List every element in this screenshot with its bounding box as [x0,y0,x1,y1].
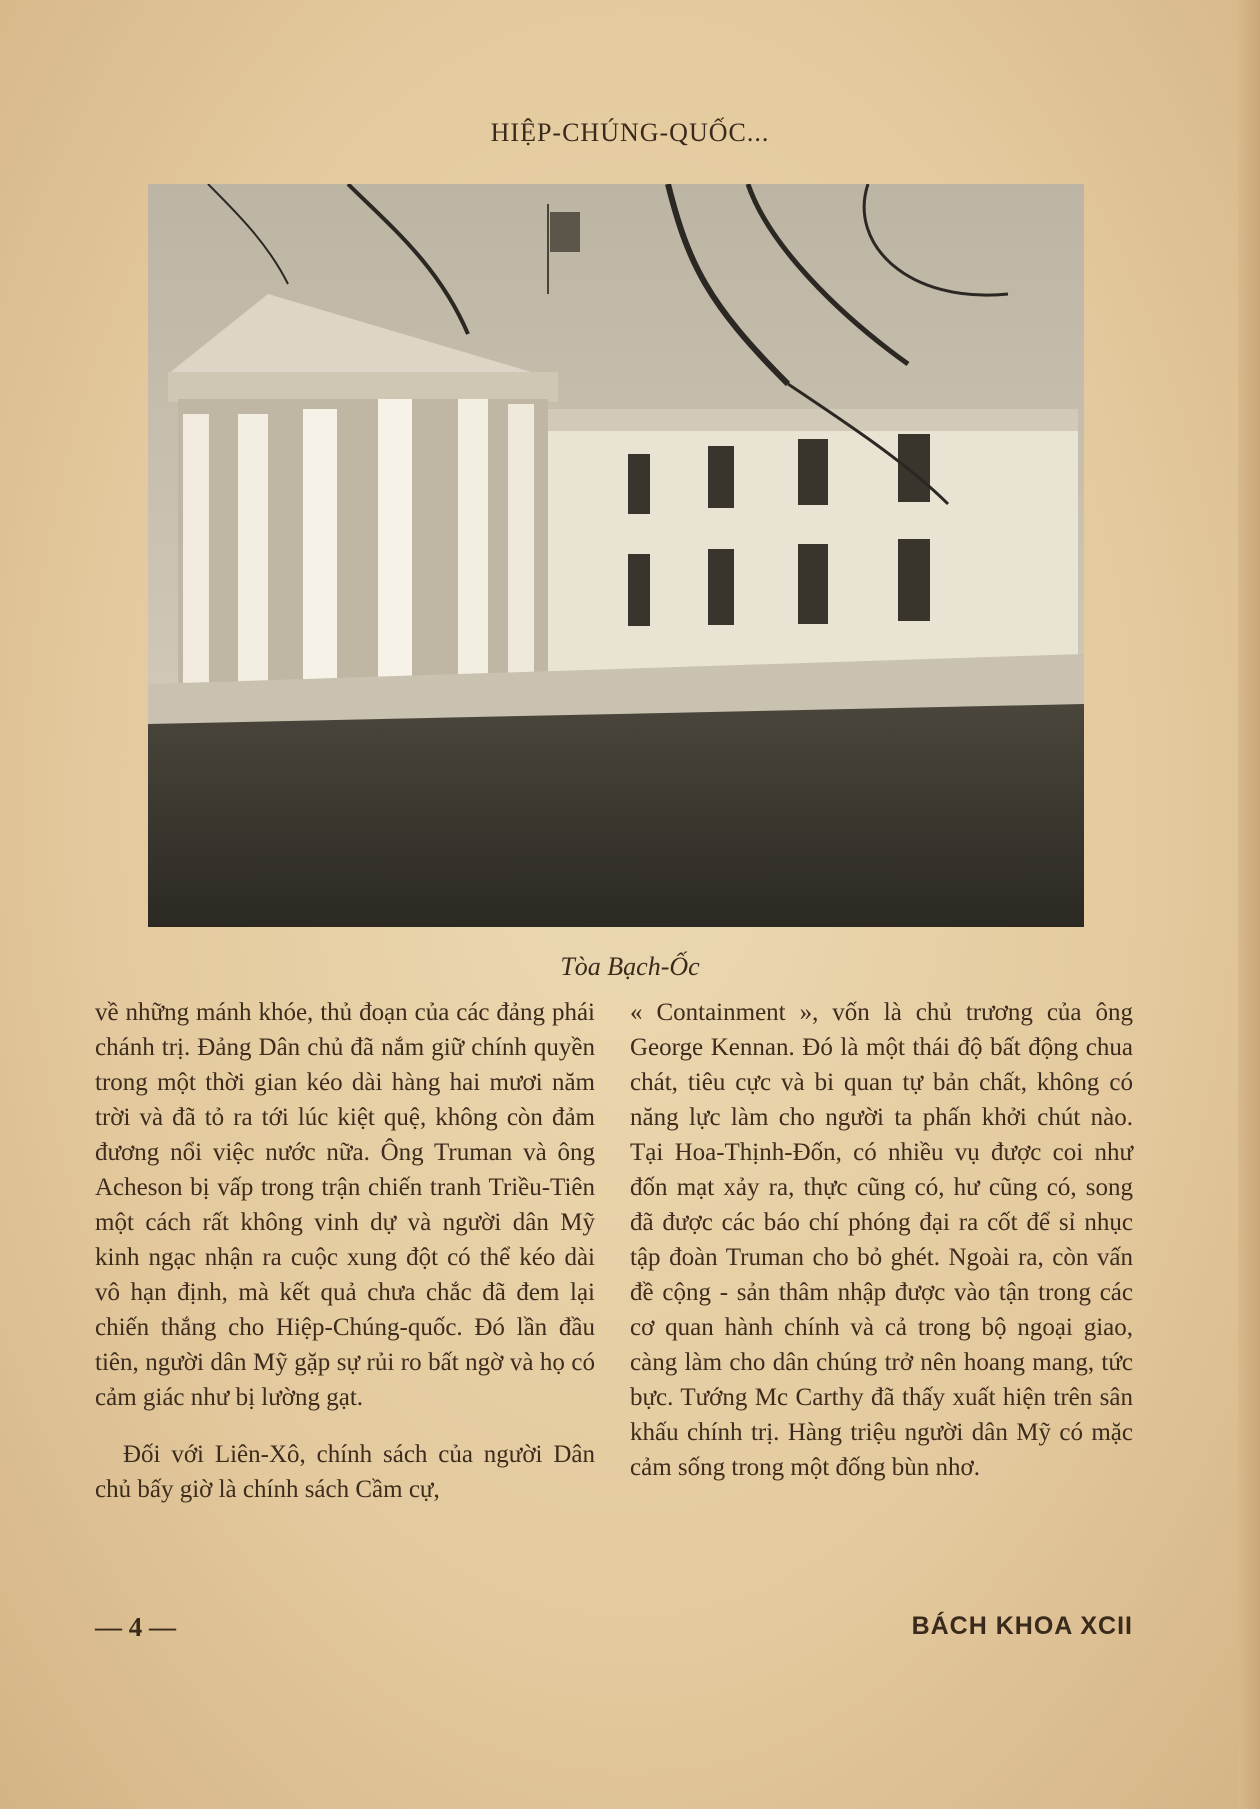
page-edge [1238,0,1260,1809]
magazine-issue: BÁCH KHOA XCII [911,1612,1133,1640]
right-paragraph-1: « Containment », vốn là chủ trương của ông George Kennan. Đó là một thái độ bất động chua chát, tiêu cực và bi quan tự bản chất, không có năng lực làm cho người ta phấn khởi chút nào. Tại Hoa-Thịnh-Đốn, có nhiều vụ được coi như đốn mạt xảy ra, thực cũng có, hư cũng có, song đã được các báo chí phóng đại ra cốt để sỉ nhục tập đoàn Truman cho bỏ ghét. Ngoài ra, còn vấn đề cộng - sản thâm nhập được vào tận trong các cơ quan hành chính và cả trong bộ ngoại giao, càng làm cho dân chúng trở nên hoang mang, tức bực. Tướng Mc Carthy đã thấy xuất hiện trên sân khấu chính trị. Hàng triệu người dân Mỹ có mặc cảm sống trong một đống bùn nhơ. [630,999,1133,1481]
right-column [630,995,1133,1507]
left-paragraph-2: Đối với Liên-Xô, chính sách của người Dân chủ bấy giờ là chính sách Cầm cự, [95,1441,595,1503]
page-number: — 4 — [95,1612,176,1642]
photo-caption: Tòa Bạch-Ốc [560,952,700,981]
white-house-photo [148,184,1084,927]
photo-illustration [148,184,1084,927]
running-header: HIỆP-CHÚNG-QUỐC... [490,118,770,147]
left-paragraph-1: về những mánh khóe, thủ đoạn của các đảng phái chánh trị. Đảng Dân chủ đã nắm giữ chính quyền trong một thời gian kéo dài hàng hai mươi năm trời và đã tỏ ra tới lúc kiệt quệ, không còn đảm đương nổi việc nước nữa. Ông Truman và ông Acheson bị vấp trong trận chiến tranh Triều-Tiên một cách rất không vinh dự và người dân Mỹ kinh ngạc nhận ra cuộc xung đột có thể kéo dài vô hạn định, mà kết quả chưa chắc đã đem lại chiến thắng cho Hiệp-Chúng-quốc. Đó lần đầu tiên, người dân Mỹ gặp sự rủi ro bất ngờ và họ có cảm giác như bị lường gạt. [95,999,595,1411]
left-column [95,995,595,1529]
